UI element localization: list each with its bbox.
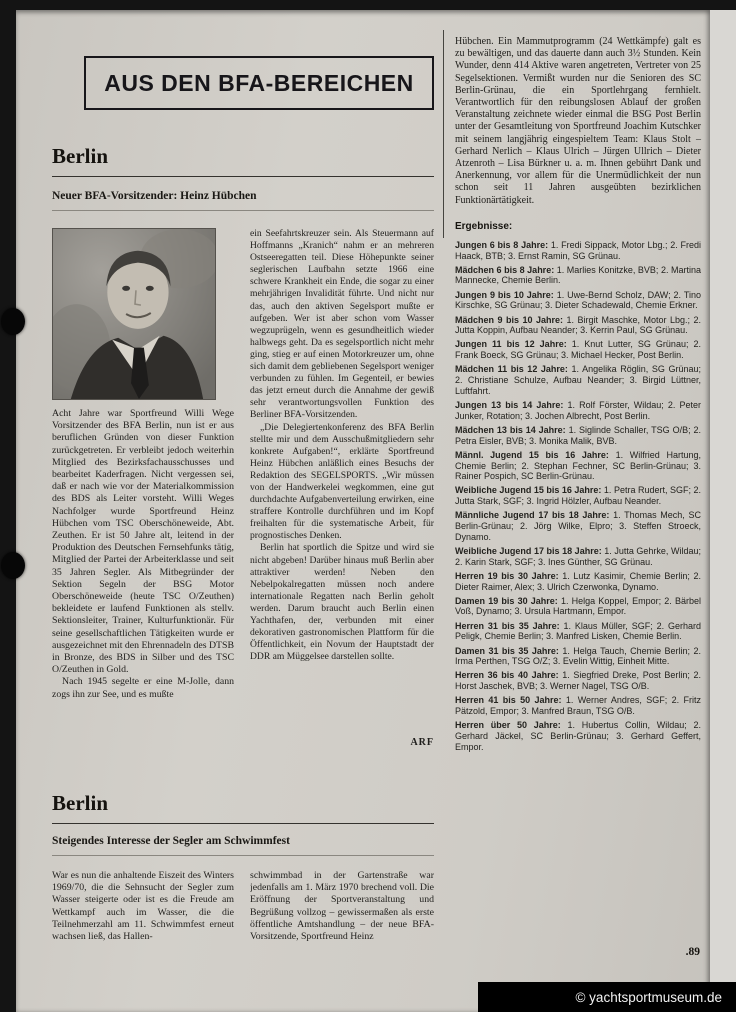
result-age-group: Jungen 11 bis 12 Jahre: <box>455 339 567 350</box>
result-age-group: Herren 19 bis 30 Jahre: <box>455 570 559 581</box>
page-edge <box>708 10 736 1012</box>
result-placings: 1. Helga Tauch, Chemie Berlin; 2. Irma Perthen, TSG O/Z; 3. Evelin Wittig, Einheit Mitte. <box>455 645 701 667</box>
result-entry <box>455 400 701 421</box>
result-entry <box>455 670 701 691</box>
headline-rule <box>52 855 434 856</box>
paragraph: ein Seefahrtskreuzer sein. Als Steuermann auf Hoffmanns „Kranich“ nahm er an mehreren Ostseeregatten teil. Diese Höhepunkte seiner seglerischen Laufbahn setzte 1966 eine schwere Krankheit ein Ende, die sogar zu einer mehrjährigen Invalidität führte. Und nicht nur das, auch den aktiven Segelsport mußte er aufgeben. Wer ist aber schon vom Wasser wegzuprügeln, wenn es gesundheitlich wieder halbwegs geht. Da es segelsportlich nicht mehr ging, stieg er auf einen Motorkreuzer um, ohne sich damit dem gebliebenen Segelsport weniger verbunden zu fühlen. Im Gegenteil, er bewies das jetzt erneut durch die Annahme der gewiß sehr verantwortungsvollen Funktion des Berliner BFA-Vorsitzenden. <box>250 228 434 421</box>
result-age-group: Damen 19 bis 30 Jahre: <box>455 595 558 606</box>
result-placings: 1. Petra Rudert, SGF; 2. Jutta Stark, SGF; 3. Ingrid Hölzler, Aufbau Neander. <box>455 485 701 507</box>
result-placings: 1. Birgit Maschke, Motor Lbg.; 2. Jutta Koppin, Aufbau Neander; 3. Kerrin Paul, SG Grünau. <box>455 314 701 336</box>
result-age-group: Herren 41 bis 50 Jahre: <box>455 695 562 706</box>
result-placings: 1. Thomas Mech, SC Berlin-Grünau; 2. Jörg Wilke, Elpro; 3. Steffen Stroeck, Dynamo. <box>455 510 701 542</box>
result-age-group: Herren über 50 Jahre: <box>455 720 561 731</box>
result-placings: 1. Uwe-Bernd Scholz, DAW; 2. Tino Kirschke, SG Grünau; 3. Dieter Schadewald, Chemie Erkner. <box>455 289 701 311</box>
heading-rule <box>52 176 434 177</box>
result-placings: 1. Fredi Sippack, Motor Lbg.; 2. Fredi Haack, BTB; 3. Ernst Ramin, SG Grünau. <box>455 239 701 261</box>
result-placings: 1. Jutta Gehrke, Wildau; 2. Karin Stark, SGF; 3. Ines Günther, SG Grünau. <box>455 545 701 567</box>
article1-headline: Neuer BFA-Vorsitzender: Heinz Hübchen <box>52 190 257 202</box>
result-entry <box>455 646 701 667</box>
headline-rule <box>52 210 434 211</box>
result-entry <box>455 596 701 617</box>
article2-column-middle <box>250 870 434 982</box>
result-age-group: Jungen 13 bis 14 Jahre: <box>455 399 564 410</box>
result-entry <box>455 425 701 446</box>
paper <box>16 10 710 1012</box>
result-placings: 1. Werner Andres, SGF; 2. Fritz Pätzold, Empor; 3. Manfred Braun, TSG O/B. <box>455 695 701 717</box>
article1-column-left <box>52 408 234 750</box>
result-placings: 1. Siglinde Schaller, TSG O/B; 2. Petra Eisler, BVB; 3. Monika Malik, BVB. <box>455 424 701 446</box>
results-list <box>455 240 701 753</box>
heading-rule <box>52 823 434 824</box>
article2-headline: Steigendes Interesse der Segler am Schwimmfest <box>52 835 290 847</box>
result-placings: 1. Wilfried Hartung, Chemie Berlin; 2. Stephan Fechner, SC Berlin-Grünau; 3. Rainer Pospich, SC Berlin-Grünau. <box>455 449 701 482</box>
result-age-group: Mädchen 11 bis 12 Jahre: <box>455 364 568 375</box>
result-age-group: Männliche Jugend 17 bis 18 Jahre: <box>455 510 610 521</box>
paragraph: schwimmbad in der Gartenstraße war jedenfalls am 1. März 1970 brechend voll. Die Eröffnung der Sportveranstaltung und Begrüßung vollzog – gewissermaßen als erste öffentliche Amtshandlung – der neue BFA-Vorsitzende, Sportfreund Heinz <box>250 870 434 943</box>
column-divider-rule <box>443 30 444 238</box>
result-age-group: Damen 31 bis 35 Jahre: <box>455 645 559 656</box>
result-placings: 1. Lutz Kasimir, Chemie Berlin; 2. Dieter Raimer, Alex; 3. Ulrich Czerwonka, Dynamo. <box>455 570 701 592</box>
result-age-group: Herren 31 bis 35 Jahre: <box>455 620 560 631</box>
result-entry <box>455 364 701 396</box>
result-age-group: Jungen 9 bis 10 Jahre: <box>455 289 554 300</box>
result-entry <box>455 571 701 592</box>
results-heading: Ergebnisse: <box>455 220 513 232</box>
result-entry <box>455 339 701 360</box>
result-age-group: Herren 36 bis 40 Jahre: <box>455 670 559 681</box>
result-age-group: Männl. Jugend 15 bis 16 Jahre: <box>455 449 609 460</box>
result-placings: 1. Hubertus Collin, Wildau; 2. Gerhard Jäckel, SC Berlin-Grünau; 3. Gerhard Geffert, Empor. <box>455 720 701 752</box>
result-entry <box>455 450 701 482</box>
watermark-text: © yachtsportmuseum.de <box>575 989 722 1005</box>
result-entry <box>455 240 701 261</box>
result-entry <box>455 695 701 716</box>
result-entry <box>455 510 701 542</box>
page-number: .89 <box>685 946 700 958</box>
result-age-group: Jungen 6 bis 8 Jahre: <box>455 239 549 250</box>
result-entry <box>455 315 701 336</box>
paragraph: Acht Jahre war Sportfreund Willi Wege Vorsitzender des BFA Berlin, nun ist er aus beruflichen Gründen von dieser Funktion zurückgetreten. Er verbleibt jedoch weiterhin Mitglied des Bezirksfachausschusses und bearbeitet Kaderfragen. Nicht vergessen sei, daß er nach wie vor der Materialkommission des BDS als Leiter vorsteht. Willi Weges Nachfolger wurde Sportfreund Heinz Hübchen vom TSC Oberschöneweide, Abt. Zeuthen. Er ist 50 Jahre alt, leitend in der Produktion des Deutschen Fernsehfunks tätig, Mitglied der Partei der Arbeiterklasse und seit 35 Jahren Segler. Als Mitbegründer der Sektion Segeln der BSG Motor Oberschöneweide (heute TSC O/Zeuthen) bekleidete er laufend Funktionen als stellv. Sektionsleiter, Trainer, Kulturfunktionär. Für seine gesellschaftlichen Tätigkeiten wurde er ausgezeichnet mit den Ehrennadeln des DTSB in Bronze, des BDS in Silber und des TSC O/Zeuthen in Gold. <box>52 408 234 676</box>
result-age-group: Mädchen 9 bis 10 Jahre: <box>455 314 563 325</box>
result-entry <box>455 290 701 311</box>
result-placings: 1. Rolf Förster, Wildau; 2. Peter Junker, Rotation; 3. Jochen Albrecht, Post Berlin. <box>455 399 701 421</box>
result-placings: 1. Klaus Müller, SGF; 2. Gerhard Peligk, Chemie Berlin; 3. Manfred Lisken, Chemie Berlin. <box>455 620 701 642</box>
binder-hole-icon <box>1 308 25 335</box>
section-heading-berlin-2: Berlin <box>52 791 108 815</box>
masthead-title: AUS DEN BFA-BEREICHEN <box>104 69 414 96</box>
result-age-group: Weibliche Jugend 15 bis 16 Jahre: <box>455 485 602 496</box>
portrait-photo-graphic <box>53 229 215 399</box>
result-placings: 1. Marlies Konitzke, BVB; 2. Martina Mannecke, Chemie Berlin. <box>455 264 701 286</box>
result-age-group: Mädchen 6 bis 8 Jahre: <box>455 264 555 275</box>
binder-hole-icon <box>1 552 25 579</box>
result-entry <box>455 720 701 752</box>
right-column <box>455 36 701 756</box>
paragraph: Berlin hat sportlich die Spitze und wird sie nicht abgeben! Darüber hinaus muß Berlin aber attraktiver werden! Neben den Nebelpokalregatten müssen noch andere internationale Regatten nach Berlin geholt werden. Darum braucht auch Berlin einen Yachthafen, der, verbunden mit einer dekorativen gastronomischen Plattform für die Öffentlichkeit, ein Novum der Hauptstadt der DDR am Müggelsee darstellen sollte. <box>250 542 434 663</box>
result-entry <box>455 485 701 506</box>
result-entry <box>455 546 701 567</box>
article1-byline: ARF <box>410 737 434 748</box>
continuation-text: Hübchen. Ein Mammutprogramm (24 Wettkämpfe) galt es zu bewältigen, und das dauerte dann auch 3½ Stunden. Kein Wunder, denn 414 Aktive waren angetreten, Vertreter von 25 Segelsektionen. Vermißt wurden nur die Senioren des SC Berlin-Grünau, die ein Sportlehrgang fernhielt. Verantwortlich für den reibungslosen Ablauf der großen Veranstaltung zeichnete wieder einmal die BSG Post Berlin unter der Gesamtleitung von Sportfreund Joachim Kutschker mit seinem langjährig eingespieltem Team: Klaus Stolt – Gerhard Nerlich – Klaus Ulrich – Jürgen Ullrich – Dieter Atzenroth – Lisa Bürkner u. a. m. Ihnen gebührt Dank und Anerkennung, vor allem für die Unermüdlichkeit der nun schon seit 11 Jahren ausgeübten bezirklichen Funktionärtätigkeit. <box>455 36 701 206</box>
result-age-group: Weibliche Jugend 17 bis 18 Jahre: <box>455 545 602 556</box>
result-placings: 1. Siegfried Dreke, Post Berlin; 2. Horst Jaschek, BVB; 3. Werner Nagel, TSG O/B. <box>455 670 701 692</box>
masthead-title-box <box>84 56 434 110</box>
portrait-photo-heinz-huebchen <box>52 228 216 400</box>
article1-column-middle <box>250 228 434 734</box>
article2-column-left <box>52 870 234 982</box>
section-heading-berlin-1: Berlin <box>52 144 108 168</box>
paragraph: Nach 1945 segelte er eine M-Jolle, dann zogs ihn zur See, und es mußte <box>52 676 234 700</box>
paragraph: „Die Delegiertenkonferenz des BFA Berlin stellte mir und dem Ausschußmitgliedern sehr konkrete Aufgaben!“, erklärte Sportfreund Heinz Hübchen anläßlich eines Besuchs der Redaktion des SEGELSPORTS. „Wir müssen von der Handwerkelei wegkommen, eine gut durchdachte Aufgabenverteilung erwirken, eine straffere Kontrolle durchführen und im Kopf freihalten für die systematische Arbeit, für prognostisches Denken. <box>250 421 434 542</box>
result-placings: 1. Knut Lutter, SG Grünau; 2. Frank Boeck, SG Grünau; 3. Michael Hecker, Post Berlin. <box>455 339 701 361</box>
result-placings: 1. Angelika Röglin, SG Grünau; 2. Christiane Schulze, Aufbau Neander; 3. Birgid Lüttner, Luftfahrt. <box>455 364 701 396</box>
watermark-bar <box>478 982 736 1012</box>
result-placings: 1. Helga Koppel, Empor; 2. Bärbel Voß, Dynamo; 3. Ursula Hartmann, Empor. <box>455 595 701 617</box>
result-entry <box>455 621 701 642</box>
result-entry <box>455 265 701 286</box>
result-age-group: Mädchen 13 bis 14 Jahre: <box>455 424 566 435</box>
paragraph: War es nun die anhaltende Eiszeit des Winters 1969/70, die die Sehnsucht der Segler zum Wasser steigerte oder ist es die Freude am Wettkampf auch im Wasser, die die Teilnehmerzahl am 11. Schwimmfest erneut wachsen ließ, das Hallen- <box>52 870 234 943</box>
